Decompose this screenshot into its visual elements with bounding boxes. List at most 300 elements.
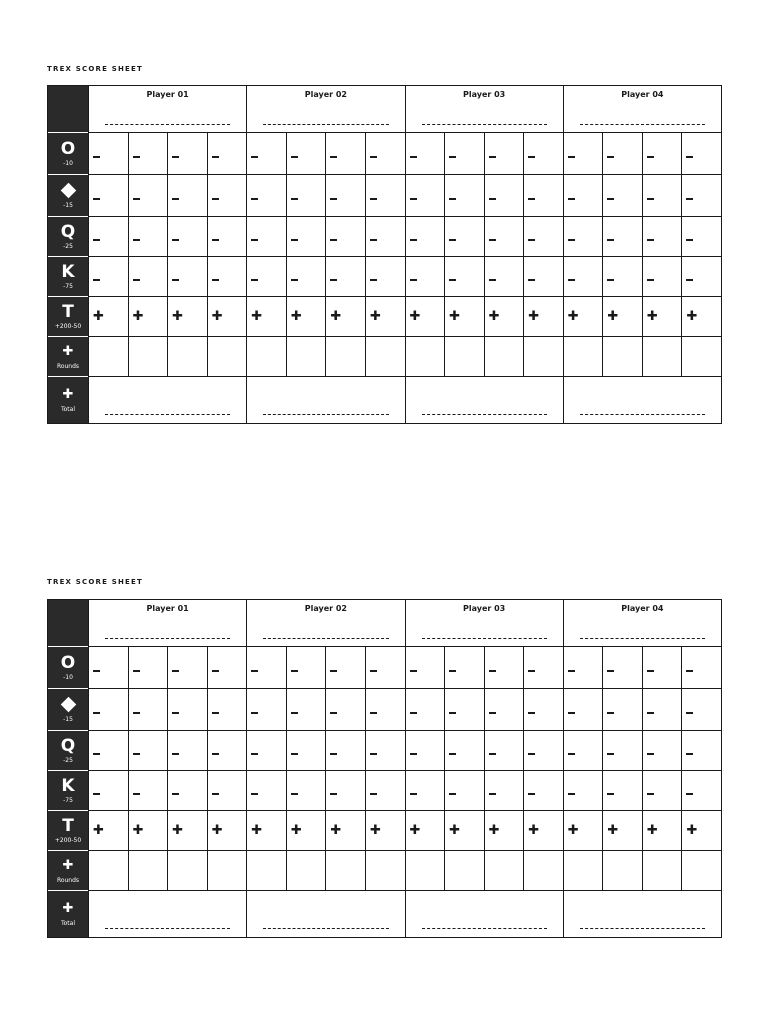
minus-icon xyxy=(449,198,456,200)
score-cell[interactable] xyxy=(642,216,682,256)
score-cell[interactable] xyxy=(365,688,405,730)
score-cell[interactable] xyxy=(642,810,682,850)
score-cell[interactable] xyxy=(325,850,365,890)
score-cell[interactable] xyxy=(444,296,484,336)
score-cell[interactable] xyxy=(88,688,128,730)
diamond-icon xyxy=(60,182,76,198)
score-cell[interactable] xyxy=(286,850,326,890)
player-header xyxy=(88,86,246,132)
score-cell[interactable] xyxy=(642,730,682,770)
score-cell[interactable] xyxy=(681,646,721,688)
score-cell[interactable] xyxy=(286,770,326,810)
minus-icon xyxy=(489,670,496,672)
score-cell[interactable] xyxy=(484,256,524,296)
score-cell[interactable] xyxy=(405,688,445,730)
player-name-field[interactable] xyxy=(422,638,547,639)
score-cell[interactable] xyxy=(405,296,445,336)
score-cell[interactable] xyxy=(286,296,326,336)
score-cell[interactable] xyxy=(365,336,405,376)
minus-icon xyxy=(212,239,219,241)
score-cell[interactable] xyxy=(681,256,721,296)
score-cell[interactable] xyxy=(602,336,642,376)
row-value: -25 xyxy=(63,242,73,250)
score-cell[interactable] xyxy=(602,256,642,296)
score-cell[interactable] xyxy=(365,132,405,174)
score-cell[interactable] xyxy=(167,336,207,376)
score-cell[interactable] xyxy=(128,770,168,810)
score-cell[interactable] xyxy=(405,730,445,770)
score-cell[interactable] xyxy=(523,688,563,730)
minus-icon xyxy=(251,239,258,241)
minus-icon xyxy=(449,712,456,714)
score-cell[interactable] xyxy=(207,256,247,296)
score-cell[interactable] xyxy=(444,646,484,688)
minus-icon xyxy=(489,793,496,795)
total-score-cell[interactable] xyxy=(563,890,721,937)
score-cell[interactable] xyxy=(681,850,721,890)
player-name-field[interactable] xyxy=(263,638,388,639)
score-cell[interactable] xyxy=(128,256,168,296)
score-cell[interactable] xyxy=(207,688,247,730)
score-cell[interactable] xyxy=(444,256,484,296)
score-cell[interactable] xyxy=(523,174,563,216)
score-cell[interactable] xyxy=(325,810,365,850)
score-cell[interactable] xyxy=(444,174,484,216)
score-cell[interactable] xyxy=(88,730,128,770)
score-cell[interactable] xyxy=(642,174,682,216)
plus-icon: ✚ xyxy=(132,309,144,324)
score-cell[interactable] xyxy=(246,730,286,770)
row-symbol: O xyxy=(60,652,76,673)
total-score-cell[interactable] xyxy=(246,890,404,937)
score-sheet-1 xyxy=(47,65,722,435)
score-cell[interactable] xyxy=(563,688,603,730)
score-cell[interactable] xyxy=(523,810,563,850)
score-cell[interactable] xyxy=(128,216,168,256)
minus-icon xyxy=(330,670,337,672)
score-cell[interactable] xyxy=(681,770,721,810)
plus-icon: ✚ xyxy=(488,309,500,324)
row-header xyxy=(48,216,88,256)
player-name: Player 02 xyxy=(304,604,347,613)
score-cell[interactable] xyxy=(405,174,445,216)
plus-icon: ✚ xyxy=(132,823,144,838)
score-cell[interactable] xyxy=(286,174,326,216)
score-cell[interactable] xyxy=(246,296,286,336)
row-value: +200-50 xyxy=(54,836,82,844)
total-score-line xyxy=(580,928,705,929)
score-cell[interactable] xyxy=(563,646,603,688)
minus-icon xyxy=(330,198,337,200)
score-cell[interactable] xyxy=(681,216,721,256)
score-cell[interactable] xyxy=(484,646,524,688)
score-cell[interactable] xyxy=(207,216,247,256)
score-cell[interactable] xyxy=(523,850,563,890)
score-cell[interactable] xyxy=(325,730,365,770)
row-value: Total xyxy=(60,920,75,927)
minus-icon xyxy=(410,712,417,714)
player-name: Player 01 xyxy=(146,604,189,613)
score-cell[interactable] xyxy=(405,132,445,174)
score-cell[interactable] xyxy=(563,132,603,174)
score-cell[interactable] xyxy=(167,688,207,730)
score-cell[interactable] xyxy=(286,810,326,850)
score-cell[interactable] xyxy=(484,132,524,174)
score-cell[interactable] xyxy=(207,730,247,770)
score-cell[interactable] xyxy=(207,174,247,216)
score-cell[interactable] xyxy=(602,770,642,810)
score-cell[interactable] xyxy=(325,336,365,376)
total-score-cell[interactable] xyxy=(405,376,563,423)
minus-icon xyxy=(647,793,654,795)
score-cell[interactable] xyxy=(642,850,682,890)
player-name-field[interactable] xyxy=(422,124,547,125)
score-cell[interactable] xyxy=(365,850,405,890)
score-cell[interactable] xyxy=(207,296,247,336)
score-cell[interactable] xyxy=(484,688,524,730)
row-header xyxy=(48,890,88,937)
player-header xyxy=(405,600,563,646)
player-header xyxy=(563,86,721,132)
score-cell[interactable] xyxy=(523,336,563,376)
score-cell[interactable] xyxy=(286,256,326,296)
score-cell[interactable] xyxy=(167,770,207,810)
score-cell[interactable] xyxy=(167,132,207,174)
score-cell[interactable] xyxy=(325,256,365,296)
score-cell[interactable] xyxy=(365,770,405,810)
minus-icon xyxy=(172,156,179,158)
corner-cell xyxy=(48,86,88,132)
score-cell[interactable] xyxy=(405,646,445,688)
score-cell[interactable] xyxy=(523,296,563,336)
score-cell[interactable] xyxy=(167,296,207,336)
total-score-cell[interactable] xyxy=(563,376,721,423)
minus-icon xyxy=(568,670,575,672)
score-cell[interactable] xyxy=(167,646,207,688)
score-cell[interactable] xyxy=(365,730,405,770)
score-cell[interactable] xyxy=(246,770,286,810)
score-cell[interactable] xyxy=(88,174,128,216)
score-cell[interactable] xyxy=(523,646,563,688)
minus-icon xyxy=(330,793,337,795)
score-cell[interactable] xyxy=(365,810,405,850)
minus-icon xyxy=(647,156,654,158)
score-cell[interactable] xyxy=(602,216,642,256)
score-cell[interactable] xyxy=(325,132,365,174)
score-cell[interactable] xyxy=(444,850,484,890)
row-header xyxy=(48,296,88,336)
score-cell[interactable] xyxy=(484,216,524,256)
score-cell[interactable] xyxy=(88,132,128,174)
score-cell[interactable] xyxy=(484,810,524,850)
row-value: -75 xyxy=(63,796,73,804)
total-score-cell[interactable] xyxy=(405,890,563,937)
score-cell[interactable] xyxy=(88,770,128,810)
score-cell[interactable] xyxy=(681,688,721,730)
score-cell[interactable] xyxy=(602,688,642,730)
score-cell[interactable] xyxy=(484,296,524,336)
score-cell[interactable] xyxy=(602,174,642,216)
plus-icon: ✚ xyxy=(567,823,579,838)
score-cell[interactable] xyxy=(365,216,405,256)
score-cell[interactable] xyxy=(128,336,168,376)
total-score-cell[interactable] xyxy=(246,376,404,423)
minus-icon xyxy=(212,279,219,281)
score-cell[interactable] xyxy=(325,646,365,688)
total-score-line xyxy=(263,928,388,929)
minus-icon xyxy=(133,712,140,714)
plus-icon: ✚ xyxy=(607,309,619,324)
score-cell[interactable] xyxy=(88,216,128,256)
score-cell[interactable] xyxy=(286,688,326,730)
score-cell[interactable] xyxy=(405,810,445,850)
plus-icon: ✚ xyxy=(211,823,223,838)
score-cell[interactable] xyxy=(602,646,642,688)
plus-icon: ✚ xyxy=(290,823,302,838)
score-cell[interactable] xyxy=(602,850,642,890)
score-cell[interactable] xyxy=(88,646,128,688)
minus-icon xyxy=(489,198,496,200)
score-cell[interactable] xyxy=(365,296,405,336)
minus-icon xyxy=(410,198,417,200)
minus-icon xyxy=(251,712,258,714)
score-cell[interactable] xyxy=(602,810,642,850)
score-cell[interactable] xyxy=(286,730,326,770)
score-cell[interactable] xyxy=(167,730,207,770)
minus-icon xyxy=(647,670,654,672)
minus-icon xyxy=(172,753,179,755)
player-header xyxy=(246,600,404,646)
minus-icon xyxy=(528,712,535,714)
score-cell[interactable] xyxy=(128,810,168,850)
sheet-title: TREX SCORE SHEET xyxy=(47,578,143,586)
score-cell[interactable] xyxy=(88,296,128,336)
score-cell[interactable] xyxy=(563,336,603,376)
score-cell[interactable] xyxy=(484,850,524,890)
score-cell[interactable] xyxy=(444,688,484,730)
score-cell[interactable] xyxy=(325,770,365,810)
score-cell[interactable] xyxy=(642,256,682,296)
minus-icon xyxy=(133,198,140,200)
row-header xyxy=(48,336,88,376)
score-cell[interactable] xyxy=(642,132,682,174)
score-cell[interactable] xyxy=(563,770,603,810)
score-cell[interactable] xyxy=(246,256,286,296)
score-cell[interactable] xyxy=(681,174,721,216)
player-name: Player 01 xyxy=(146,90,189,99)
row-symbol: Q xyxy=(60,735,76,756)
score-cell[interactable] xyxy=(286,646,326,688)
score-cell[interactable] xyxy=(365,646,405,688)
score-cell[interactable] xyxy=(602,730,642,770)
score-cell[interactable] xyxy=(563,174,603,216)
row-header xyxy=(48,850,88,890)
score-cell[interactable] xyxy=(563,730,603,770)
score-cell[interactable] xyxy=(207,770,247,810)
minus-icon xyxy=(449,239,456,241)
player-name-field[interactable] xyxy=(105,124,230,125)
minus-icon xyxy=(607,156,614,158)
score-cell[interactable] xyxy=(88,336,128,376)
score-cell[interactable] xyxy=(681,132,721,174)
score-cell[interactable] xyxy=(444,810,484,850)
minus-icon xyxy=(212,156,219,158)
score-cell[interactable] xyxy=(246,336,286,376)
score-cell[interactable] xyxy=(681,336,721,376)
minus-icon xyxy=(568,239,575,241)
score-cell[interactable] xyxy=(207,132,247,174)
score-cell[interactable] xyxy=(405,850,445,890)
score-cell[interactable] xyxy=(246,850,286,890)
score-cell[interactable] xyxy=(444,336,484,376)
score-cell[interactable] xyxy=(246,688,286,730)
score-cell[interactable] xyxy=(325,688,365,730)
plus-icon: ✚ xyxy=(409,823,421,838)
score-cell[interactable] xyxy=(325,296,365,336)
score-cell[interactable] xyxy=(325,216,365,256)
plus-icon: ✚ xyxy=(172,823,184,838)
score-cell[interactable] xyxy=(484,770,524,810)
score-cell[interactable] xyxy=(563,256,603,296)
score-cell[interactable] xyxy=(246,174,286,216)
score-cell[interactable] xyxy=(523,216,563,256)
score-cell[interactable] xyxy=(167,216,207,256)
score-cell[interactable] xyxy=(642,336,682,376)
score-cell[interactable] xyxy=(286,336,326,376)
score-cell[interactable] xyxy=(523,770,563,810)
score-cell[interactable] xyxy=(602,132,642,174)
minus-icon xyxy=(251,156,258,158)
score-cell[interactable] xyxy=(167,174,207,216)
minus-icon xyxy=(528,156,535,158)
score-cell[interactable] xyxy=(246,646,286,688)
minus-icon xyxy=(568,279,575,281)
player-name-field[interactable] xyxy=(263,124,388,125)
score-cell[interactable] xyxy=(444,132,484,174)
minus-icon xyxy=(607,279,614,281)
minus-icon xyxy=(212,670,219,672)
row-header xyxy=(48,376,88,423)
score-cell[interactable] xyxy=(365,256,405,296)
score-cell[interactable] xyxy=(523,132,563,174)
score-cell[interactable] xyxy=(642,688,682,730)
score-cell[interactable] xyxy=(246,216,286,256)
score-cell[interactable] xyxy=(286,216,326,256)
score-cell[interactable] xyxy=(444,216,484,256)
score-cell[interactable] xyxy=(167,810,207,850)
player-name: Player 04 xyxy=(621,90,664,99)
score-cell[interactable] xyxy=(286,132,326,174)
score-cell[interactable] xyxy=(405,336,445,376)
score-cell[interactable] xyxy=(523,256,563,296)
score-cell[interactable] xyxy=(602,296,642,336)
total-score-cell[interactable] xyxy=(88,890,246,937)
score-cell[interactable] xyxy=(642,646,682,688)
total-score-line xyxy=(105,414,230,415)
player-name-field[interactable] xyxy=(580,124,705,125)
score-cell[interactable] xyxy=(484,730,524,770)
row-header xyxy=(48,646,88,688)
score-cell[interactable] xyxy=(207,646,247,688)
row-header xyxy=(48,174,88,216)
score-cell[interactable] xyxy=(88,850,128,890)
minus-icon xyxy=(133,279,140,281)
score-cell[interactable] xyxy=(246,810,286,850)
score-cell[interactable] xyxy=(563,296,603,336)
minus-icon xyxy=(370,793,377,795)
score-cell[interactable] xyxy=(642,770,682,810)
score-cell[interactable] xyxy=(405,256,445,296)
score-cell[interactable] xyxy=(484,336,524,376)
minus-icon xyxy=(330,279,337,281)
minus-icon xyxy=(172,670,179,672)
player-name-field[interactable] xyxy=(105,638,230,639)
score-cell[interactable] xyxy=(207,810,247,850)
score-cell[interactable] xyxy=(681,296,721,336)
score-cell[interactable] xyxy=(167,850,207,890)
score-cell[interactable] xyxy=(444,730,484,770)
score-cell[interactable] xyxy=(128,174,168,216)
score-cell[interactable] xyxy=(128,850,168,890)
score-cell[interactable] xyxy=(365,174,405,216)
total-score-cell[interactable] xyxy=(88,376,246,423)
score-cell[interactable] xyxy=(128,646,168,688)
score-cell[interactable] xyxy=(642,296,682,336)
score-cell[interactable] xyxy=(484,174,524,216)
score-cell[interactable] xyxy=(167,256,207,296)
score-cell[interactable] xyxy=(681,810,721,850)
minus-icon xyxy=(647,279,654,281)
score-cell[interactable] xyxy=(563,216,603,256)
minus-icon xyxy=(93,239,100,241)
minus-icon xyxy=(686,753,693,755)
minus-icon xyxy=(410,753,417,755)
score-cell[interactable] xyxy=(207,336,247,376)
minus-icon xyxy=(251,670,258,672)
score-cell[interactable] xyxy=(128,296,168,336)
score-cell[interactable] xyxy=(207,850,247,890)
plus-icon: ✚ xyxy=(62,387,74,402)
score-cell[interactable] xyxy=(523,730,563,770)
score-cell[interactable] xyxy=(88,256,128,296)
minus-icon xyxy=(647,712,654,714)
score-cell[interactable] xyxy=(405,216,445,256)
plus-icon: ✚ xyxy=(646,823,658,838)
score-cell[interactable] xyxy=(563,810,603,850)
score-cell[interactable] xyxy=(128,132,168,174)
score-cell[interactable] xyxy=(246,132,286,174)
row-header xyxy=(48,688,88,730)
score-cell[interactable] xyxy=(405,770,445,810)
total-score-line xyxy=(105,928,230,929)
score-cell[interactable] xyxy=(563,850,603,890)
plus-icon: ✚ xyxy=(409,309,421,324)
score-cell[interactable] xyxy=(128,730,168,770)
plus-icon: ✚ xyxy=(369,309,381,324)
score-cell[interactable] xyxy=(88,810,128,850)
score-cell[interactable] xyxy=(444,770,484,810)
score-cell[interactable] xyxy=(681,730,721,770)
minus-icon xyxy=(410,239,417,241)
player-name-field[interactable] xyxy=(580,638,705,639)
score-grid xyxy=(47,599,722,938)
minus-icon xyxy=(93,793,100,795)
score-cell[interactable] xyxy=(325,174,365,216)
player-header xyxy=(405,86,563,132)
score-sheet-2 xyxy=(47,578,722,948)
plus-icon: ✚ xyxy=(62,343,74,359)
score-cell[interactable] xyxy=(128,688,168,730)
